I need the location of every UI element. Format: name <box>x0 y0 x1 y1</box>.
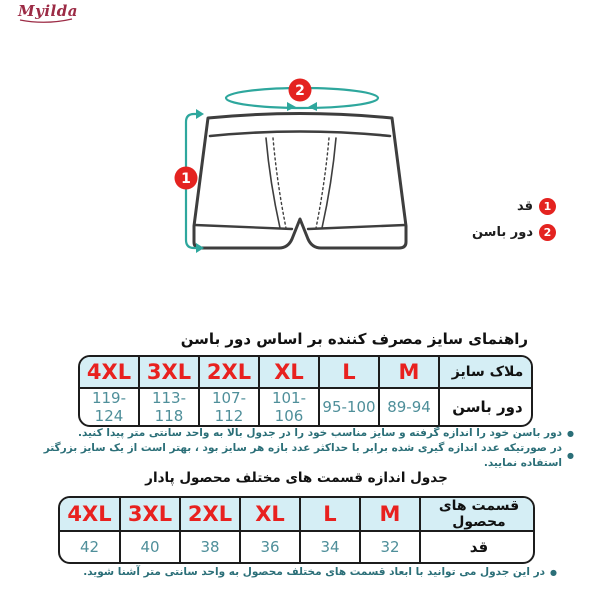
size-guide-header-row <box>80 357 533 388</box>
svg-text:1: 1 <box>181 171 191 187</box>
legend-badge-1: 1 <box>539 198 556 215</box>
svg-text:2: 2 <box>295 83 305 99</box>
brand-logo <box>18 2 78 24</box>
boxer-shorts-measurement-diagram <box>170 78 430 258</box>
hip-value-2xl: 107-112 <box>199 388 259 425</box>
height-value-3xl: 40 <box>120 531 180 562</box>
height-value-4xl: 42 <box>79 538 100 556</box>
product-measures-title: جدول اندازه قسمت های مختلف محصول پادار <box>145 470 448 486</box>
size-col-2xl: 2XL <box>199 357 259 388</box>
bullet-icon: ● <box>550 567 557 577</box>
hip-value-3xl: 113-118 <box>139 388 199 425</box>
pm-size-col-xl: XL <box>240 498 300 531</box>
parts-header: قسمت های محصول <box>420 498 535 531</box>
legend-label-hip: دور باسن <box>471 225 533 240</box>
hip-value-4xl: 119-124 <box>91 389 127 425</box>
product-measures-note <box>83 565 557 580</box>
size-col-3xl: 3XL <box>139 357 199 388</box>
height-value-m: 32 <box>360 531 420 562</box>
height-value-xl: 36 <box>240 531 300 562</box>
hip-row-header: دور باسن <box>439 388 533 425</box>
bullet-icon: ● <box>567 428 574 438</box>
size-col-4xl: 4XL <box>80 357 139 388</box>
diagram-badge-1 <box>175 167 198 190</box>
height-value-2xl: 38 <box>180 531 240 562</box>
hip-value-xl: 101-106 <box>259 388 319 425</box>
legend-badge-2: 2 <box>539 224 556 241</box>
size-guide-notes <box>0 426 574 471</box>
pm-size-col-l: L <box>300 498 360 531</box>
pm-size-col-m: M <box>360 498 420 531</box>
product-measures-header-row <box>60 498 535 531</box>
legend-item-hip <box>472 224 556 241</box>
hip-range-row <box>80 388 533 425</box>
size-guide-title: راهنمای سایز مصرف کننده بر اساس دور باسن <box>180 330 528 348</box>
height-row-header: قد <box>420 531 535 562</box>
size-col-xl: XL <box>259 357 319 388</box>
size-col-m: M <box>379 357 439 388</box>
pm-size-col-2xl: 2XL <box>180 498 240 531</box>
diagram-badge-2 <box>289 79 312 102</box>
hip-value-m: 89-94 <box>379 388 439 425</box>
note-product-dimensions <box>83 565 557 580</box>
boxer-shorts-drawing <box>194 114 406 249</box>
size-col-l: L <box>319 357 379 388</box>
bullet-icon: ● <box>567 451 574 460</box>
pm-size-col-4xl: 4XL <box>60 498 120 531</box>
product-height-row <box>60 531 535 562</box>
note-text-3: در این جدول می توانید با ابعاد قسمت های مختلف محصول به واحد سانتی متر آشنا شوید. <box>83 566 546 578</box>
hip-value-l: 95-100 <box>319 388 379 425</box>
note-text-1: دور باسن خود را اندازه گرفته و سایز مناسب خود را در جدول بالا به واحد سانتی متر پیدا کنید. <box>77 427 563 439</box>
note-measure-hip <box>0 426 574 441</box>
height-value-l: 34 <box>300 531 360 562</box>
brand-logo-text: Myilda <box>18 2 78 20</box>
legend-item-height <box>472 198 556 215</box>
size-guide-table <box>78 355 533 427</box>
note-size-up <box>0 441 574 471</box>
product-measures-table <box>58 496 535 564</box>
size-criteria-header: ملاک سایز <box>439 357 533 388</box>
pm-size-col-3xl: 3XL <box>120 498 180 531</box>
legend-label-height: قد <box>516 199 533 214</box>
note-text-2: در صورتیکه عدد اندازه گیری شده برابر با حداکثر عدد بازه هر سایز بود ، بهتر است از یک سایز بزرگتر استفاده نمایید. <box>43 442 563 469</box>
measure-legend <box>472 198 556 250</box>
